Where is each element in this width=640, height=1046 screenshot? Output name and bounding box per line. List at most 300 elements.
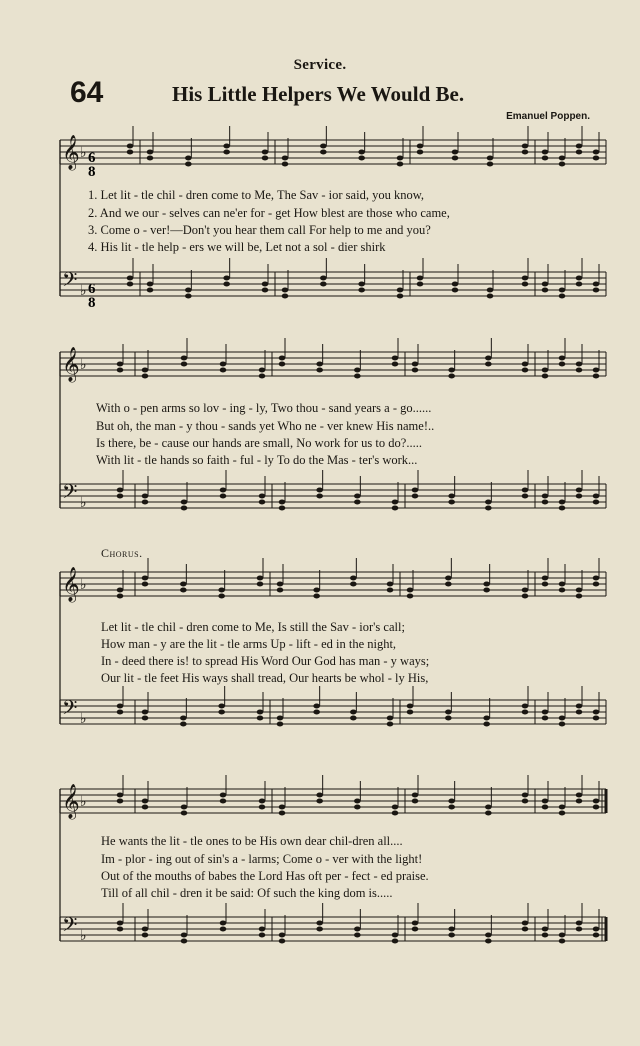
chorus-label: Chorus. [101,546,143,560]
note-head [316,368,323,373]
note-head [542,282,549,287]
note-head [262,288,269,293]
note-head [142,805,149,810]
note-head [277,588,284,593]
note-head [181,933,188,938]
flat-icon: ♭ [80,711,87,727]
note-head [218,588,225,593]
note-head [220,494,227,499]
note-head [542,576,549,581]
bass-clef-icon: 𝄢 [62,268,78,296]
note-head [218,704,225,709]
note-head [392,356,399,361]
note-head [576,276,583,281]
bass-clef-icon: 𝄢 [62,480,78,508]
note-head [218,710,225,715]
note-head [522,144,529,149]
note-head [576,710,583,715]
note-head [350,716,357,721]
note-head [259,805,266,810]
note-head [412,927,419,932]
note-head [117,488,124,493]
lyric-line: How man - y are the lit - tle arms Up - lift - ed in the night, [101,637,397,651]
lyric-line: Is there, be - cause our hands are small, No work for us to do?..... [96,436,422,450]
note-head [279,362,286,367]
note-head [452,282,459,287]
note-head [576,793,583,798]
section-label: Service. [293,57,347,73]
note-head [522,927,529,932]
note-head [485,933,492,938]
note-head [593,150,600,155]
note-head [313,588,320,593]
note-head [316,921,323,926]
lyric-line: He wants the lit - tle ones to be His own dear chil-dren all.... [101,834,403,848]
note-head [117,799,124,804]
note-head [181,811,188,816]
lyric-line: 3. Come o - ver!—Don't you hear them call For help to me and you? [88,223,431,237]
note-head [262,282,269,287]
note-head [117,921,124,926]
note-head [185,156,192,161]
note-head [559,582,566,587]
note-head [117,704,124,709]
note-head [448,368,455,373]
note-head [387,588,394,593]
note-head [522,362,529,367]
note-head [117,927,124,932]
note-head [445,582,452,587]
note-head [142,368,149,373]
note-head [576,144,583,149]
note-head [257,576,264,581]
note-head [407,710,414,715]
note-head [387,716,394,721]
time-signature-bottom: 8 [88,164,96,180]
flat-icon: ♭ [80,357,87,373]
note-head [593,288,600,293]
note-head [320,150,327,155]
note-head [593,282,600,287]
hymn-title: His Little Helpers We Would Be. [172,82,465,106]
note-head [485,356,492,361]
note-head [445,710,452,715]
note-head [117,368,124,373]
note-head [542,150,549,155]
note-head [452,288,459,293]
note-head [277,582,284,587]
note-head [417,144,424,149]
note-head [542,582,549,587]
note-head [522,588,529,593]
note-head [397,294,404,299]
note-head [282,162,289,167]
note-head [412,921,419,926]
note-head [185,294,192,299]
note-head [397,162,404,167]
note-head [576,494,583,499]
note-head [259,927,266,932]
note-head [181,506,188,511]
note-head [485,811,492,816]
note-head [392,506,399,511]
note-head [142,582,149,587]
note-head [522,921,529,926]
note-head [417,276,424,281]
bass-clef-icon: 𝄢 [62,913,78,941]
note-head [142,799,149,804]
note-head [576,927,583,932]
note-head [350,710,357,715]
note-head [320,144,327,149]
note-head [593,933,600,938]
note-head [142,933,149,938]
lyric-line: 2. And we our - selves can ne'er for - get How blest are those who came, [88,206,450,220]
note-head [257,710,264,715]
note-head [412,799,419,804]
note-head [483,716,490,721]
note-head [282,156,289,161]
note-head [180,722,187,727]
note-head [593,927,600,932]
note-head [559,362,566,367]
treble-clef-icon: 𝄞 [62,347,80,382]
note-head [593,494,600,499]
note-head [142,927,149,932]
note-head [448,799,455,804]
note-head [262,156,269,161]
note-head [522,150,529,155]
note-head [259,500,266,505]
note-head [354,368,361,373]
note-head [358,150,365,155]
note-head [316,799,323,804]
time-signature-top-bass: 6 [88,281,96,297]
lyric-line: Let lit - tle chil - dren come to Me, Is still the Sav - ior's call; [101,620,405,634]
note-head [257,582,264,587]
note-head [542,500,549,505]
note-head [542,368,549,373]
note-head [559,506,566,511]
note-head [485,500,492,505]
note-head [279,939,286,944]
note-head [259,799,266,804]
note-head [279,356,286,361]
note-head [542,805,549,810]
note-head [180,582,187,587]
note-head [181,805,188,810]
note-head [593,156,600,161]
note-head [412,488,419,493]
note-head [559,288,566,293]
note-head [181,500,188,505]
note-head [218,594,225,599]
lyric-line: But oh, the man - y thou - sands yet Who ne - ver knew His name!.. [96,419,435,433]
note-head [392,362,399,367]
note-head [142,374,149,379]
note-head [142,710,149,715]
note-head [412,368,419,373]
lyric-line: In - deed there is! to spread His Word Our God has man - y ways; [101,654,430,668]
note-head [392,933,399,938]
flat-icon: ♭ [80,495,87,511]
note-head [316,488,323,493]
note-head [180,716,187,721]
lyric-line: With o - pen arms so lov - ing - ly, Two thou - sand years a - go...... [96,401,432,415]
note-head [142,716,149,721]
note-head [127,276,134,281]
note-head [142,494,149,499]
lyric-line: Till of all chil - dren it be said: Of such the king dom is..... [101,886,393,900]
note-head [412,494,419,499]
note-head [542,156,549,161]
note-head [279,805,286,810]
note-head [181,362,188,367]
note-head [559,933,566,938]
note-head [522,799,529,804]
note-head [117,710,124,715]
note-head [358,288,365,293]
treble-clef-icon: 𝄞 [62,567,80,602]
note-head [593,805,600,810]
note-head [542,933,549,938]
note-head [387,582,394,587]
note-head [223,276,230,281]
note-head [313,704,320,709]
note-head [127,282,134,287]
note-head [522,704,529,709]
note-head [220,488,227,493]
note-head [522,710,529,715]
note-head [392,939,399,944]
note-head [259,494,266,499]
note-head [282,294,289,299]
note-head [279,811,286,816]
note-head [559,805,566,810]
note-head [487,156,494,161]
note-head [559,722,566,727]
note-head [117,588,124,593]
note-head [142,500,149,505]
note-head [445,576,452,581]
note-head [559,500,566,505]
note-head [350,576,357,581]
note-head [397,288,404,293]
note-head [262,150,269,155]
note-head [220,368,227,373]
note-head [320,282,327,287]
note-head [559,588,566,593]
note-head [358,282,365,287]
note-head [279,506,286,511]
flat-icon: ♭ [80,794,87,810]
note-head [392,500,399,505]
note-head [542,494,549,499]
note-head [316,494,323,499]
flat-icon: ♭ [80,928,87,944]
note-head [354,927,361,932]
note-head [354,374,361,379]
note-head [277,722,284,727]
note-head [485,805,492,810]
note-head [593,500,600,505]
note-head [487,294,494,299]
note-head [392,811,399,816]
note-head [407,704,414,709]
note-head [452,150,459,155]
note-head [559,162,566,167]
note-head [147,288,154,293]
note-head [147,150,154,155]
note-head [412,362,419,367]
composer-credit: Emanuel Poppen. [506,111,590,122]
note-head [559,156,566,161]
note-head [223,282,230,287]
note-head [127,150,134,155]
note-head [320,276,327,281]
note-head [576,704,583,709]
note-head [181,939,188,944]
note-head [358,156,365,161]
flat-icon: ♭ [80,283,87,299]
note-head [313,594,320,599]
note-head [522,282,529,287]
note-head [220,793,227,798]
note-head [485,939,492,944]
note-head [559,356,566,361]
lyric-line: 4. His lit - tle help - ers we will be, Let not a sol - dier shirk [88,240,386,254]
note-head [117,362,124,367]
note-head [279,933,286,938]
note-head [559,939,566,944]
note-head [448,494,455,499]
note-head [448,933,455,938]
note-head [350,582,357,587]
note-head [593,799,600,804]
note-head [522,594,529,599]
note-head [259,368,266,373]
note-head [542,716,549,721]
note-head [279,500,286,505]
note-head [522,488,529,493]
note-head [576,282,583,287]
note-head [485,362,492,367]
lyric-line: Im - plor - ing out of sin's a - larms; Come o - ver with the light! [101,852,423,866]
note-head [576,799,583,804]
note-head [417,150,424,155]
note-head [407,594,414,599]
note-head [542,288,549,293]
note-head [593,710,600,715]
time-signature-bottom-bass: 8 [88,295,96,311]
note-head [180,588,187,593]
note-head [316,793,323,798]
note-head [448,374,455,379]
note-head [220,921,227,926]
note-head [483,722,490,727]
note-head [354,805,361,810]
note-head [117,494,124,499]
note-head [593,576,600,581]
note-head [593,368,600,373]
note-head [542,374,549,379]
note-head [576,150,583,155]
note-head [259,933,266,938]
note-head [448,500,455,505]
treble-clef-icon: 𝄞 [62,784,80,819]
note-head [593,374,600,379]
time-signature-top: 6 [88,150,96,166]
note-head [142,576,149,581]
note-head [448,927,455,932]
note-head [220,362,227,367]
note-head [259,374,266,379]
treble-clef-icon: 𝄞 [62,135,80,170]
note-head [522,368,529,373]
lyric-line: Out of the mouths of babes the Lord Has oft per - fect - ed praise. [101,869,429,883]
note-head [576,362,583,367]
note-head [542,927,549,932]
note-head [448,805,455,810]
note-head [487,288,494,293]
note-head [282,288,289,293]
note-head [185,162,192,167]
note-head [220,799,227,804]
note-head [576,368,583,373]
lyric-line: 1. Let lit - tle chil - dren come to Me, The Sav - ior said, you know, [88,188,425,202]
note-head [387,722,394,727]
note-head [392,805,399,810]
note-head [576,921,583,926]
note-head [354,500,361,505]
note-head [593,582,600,587]
note-head [559,294,566,299]
note-head [576,588,583,593]
note-head [522,276,529,281]
note-head [181,356,188,361]
note-head [559,811,566,816]
note-head [316,362,323,367]
note-head [417,282,424,287]
note-head [445,716,452,721]
note-head [220,927,227,932]
note-head [223,144,230,149]
note-head [522,494,529,499]
note-head [147,156,154,161]
note-head [147,282,154,287]
note-head [483,582,490,587]
note-head [487,162,494,167]
note-head [354,799,361,804]
note-head [277,716,284,721]
note-head [257,716,264,721]
note-head [223,150,230,155]
note-head [117,594,124,599]
note-head [354,933,361,938]
note-head [452,156,459,161]
note-head [313,710,320,715]
note-head [485,506,492,511]
note-head [542,710,549,715]
bass-clef-icon: 𝄢 [62,696,78,724]
note-head [407,588,414,593]
note-head [316,927,323,932]
note-head [522,793,529,798]
note-head [483,588,490,593]
note-head [127,144,134,149]
note-head [576,488,583,493]
hymn-number: 64 [70,76,104,109]
